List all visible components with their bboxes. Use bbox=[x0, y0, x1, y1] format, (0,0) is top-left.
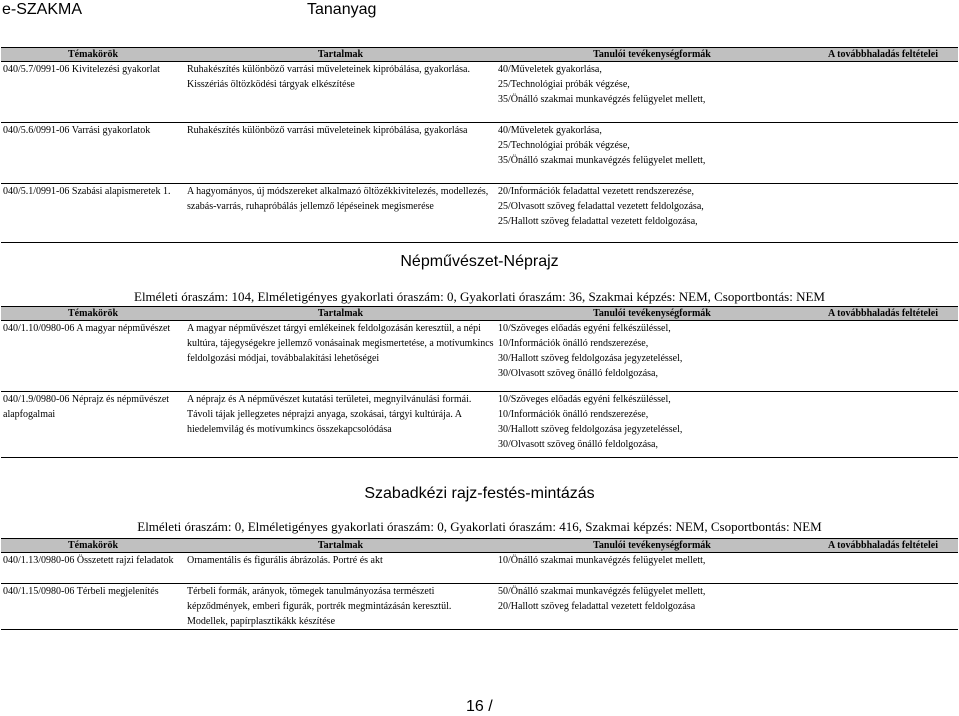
condition-cell bbox=[808, 123, 958, 184]
activities-cell bbox=[496, 392, 808, 458]
content-cell: Ruhakészítés különböző varrási műveleteinek kipróbálása, gyakorlása bbox=[187, 125, 468, 136]
activity-item: 35/Önálló szakmai munkavégzés felügyelet mellett, bbox=[498, 94, 706, 105]
activity-item: 30/Olvasott szöveg önálló feldolgozása, bbox=[498, 368, 658, 379]
page-header bbox=[0, 0, 959, 22]
table-header-row bbox=[1, 539, 958, 553]
table-header-row bbox=[1, 307, 958, 321]
table-row bbox=[1, 123, 958, 184]
col-header-conditions: A továbbhaladás feltételei bbox=[808, 48, 958, 62]
table-row bbox=[1, 392, 958, 458]
table-row bbox=[1, 321, 958, 392]
col-header-contents: Tartalmak bbox=[185, 307, 496, 321]
activity-item: 20/Információk feladattal vezetett rendszerezése, bbox=[498, 186, 695, 197]
condition-cell bbox=[808, 184, 958, 243]
activity-item: 30/Hallott szöveg feldolgozása jegyzeteléssel, bbox=[498, 424, 683, 435]
activity-item: 35/Önálló szakmai munkavégzés felügyelet mellett, bbox=[498, 155, 706, 166]
topic-cell: 040/1.10/0980-06 A magyar népművészet bbox=[3, 323, 171, 334]
topic-cell: 040/5.6/0991-06 Varrási gyakorlatok bbox=[3, 125, 151, 136]
curriculum-table-0 bbox=[1, 47, 958, 243]
condition-cell bbox=[808, 392, 958, 458]
condition-cell bbox=[808, 62, 958, 123]
condition-cell bbox=[808, 584, 958, 630]
col-header-topics: Témakörök bbox=[1, 48, 185, 62]
col-header-activities: Tanulói tevékenységformák bbox=[496, 48, 808, 62]
section-hours-info: Elméleti óraszám: 104, Elméletigényes gyakorlati óraszám: 0, Gyakorlati óraszám: 36, Szakmai képzés: NEM, Csoportbontás: NEM bbox=[134, 289, 825, 304]
table-row bbox=[1, 62, 958, 123]
activity-item: 10/Információk önálló rendszerezése, bbox=[498, 409, 649, 420]
activities-cell bbox=[496, 584, 808, 630]
section-hours-info: Elméleti óraszám: 0, Elméletigényes gyakorlati óraszám: 0, Gyakorlati óraszám: 416, Szakmai képzés: NEM, Csoportbontás: NEM bbox=[137, 519, 822, 534]
topic-cell: 040/5.1/0991-06 Szabási alapismeretek 1. bbox=[3, 186, 171, 197]
activity-item: 40/Műveletek gyakorlása, bbox=[498, 125, 602, 136]
activities-cell bbox=[496, 184, 808, 243]
curriculum-table-2 bbox=[1, 538, 958, 630]
activity-item: 10/Önálló szakmai munkavégzés felügyelet mellett, bbox=[498, 555, 706, 566]
col-header-contents: Tartalmak bbox=[185, 48, 496, 62]
condition-cell bbox=[808, 321, 958, 392]
activity-item: 20/Hallott szöveg feladattal vezetett feldolgozása bbox=[498, 601, 696, 612]
content-cell: Ruhakészítés különböző varrási műveleteinek kipróbálása, gyakorlása. Kisszériás öltözködési tárgyak elkészítése bbox=[187, 64, 470, 90]
topic-cell: 040/1.13/0980-06 Összetett rajzi feladatok bbox=[3, 555, 174, 566]
brand-label: e-SZAKMA bbox=[2, 1, 83, 18]
topic-cell: 040/1.9/0980-06 Néprajz és népművészet alapfogalmai bbox=[3, 394, 170, 420]
activities-cell bbox=[496, 553, 808, 584]
activity-item: 10/Szöveges előadás egyéni felkészüléssel, bbox=[498, 394, 671, 405]
section-title: Népművészet-Néprajz bbox=[400, 253, 559, 270]
col-header-conditions: A továbbhaladás feltételei bbox=[808, 307, 958, 321]
table-row bbox=[1, 584, 958, 630]
col-header-activities: Tanulói tevékenységformák bbox=[496, 307, 808, 321]
content-cell: Térbeli formák, arányok, tömegek tanulmányozása természeti képződmények, emberi figurák, portrék megmintázásán keresztül. Modellek, papírplasztikákk készítése bbox=[187, 586, 452, 627]
activity-item: 25/Olvasott szöveg feladattal vezetett feldolgozása, bbox=[498, 201, 704, 212]
content-cell: A hagyományos, új módszereket alkalmazó öltözékkivitelezés, modellezés, szabás-varrás, ruhapróbálás jellemző lépéseinek megismerése bbox=[187, 186, 489, 212]
col-header-activities: Tanulói tevékenységformák bbox=[496, 539, 808, 553]
topic-cell: 040/5.7/0991-06 Kivitelezési gyakorlat bbox=[3, 64, 160, 75]
col-header-contents: Tartalmak bbox=[185, 539, 496, 553]
activity-item: 25/Hallott szöveg feladattal vezetett feldolgozása, bbox=[498, 216, 698, 227]
section-title: Szabadkézi rajz-festés-mintázás bbox=[364, 485, 595, 502]
page-number: 16 / bbox=[466, 698, 493, 715]
activities-cell bbox=[496, 62, 808, 123]
activity-item: 25/Technológiai próbák végzése, bbox=[498, 79, 630, 90]
col-header-topics: Témakörök bbox=[1, 539, 185, 553]
activity-item: 10/Információk önálló rendszerezése, bbox=[498, 338, 649, 349]
activity-item: 10/Szöveges előadás egyéni felkészüléssel, bbox=[498, 323, 671, 334]
topic-cell: 040/1.15/0980-06 Térbeli megjelenítés bbox=[3, 586, 159, 597]
activity-item: 40/Műveletek gyakorlása, bbox=[498, 64, 602, 75]
content-cell: Ornamentális és figurális ábrázolás. Portré és akt bbox=[187, 555, 383, 566]
activity-item: 50/Önálló szakmai munkavégzés felügyelet mellett, bbox=[498, 586, 706, 597]
col-header-topics: Témakörök bbox=[1, 307, 185, 321]
activities-cell bbox=[496, 123, 808, 184]
table-header-row bbox=[1, 48, 958, 62]
table-row bbox=[1, 184, 958, 243]
activity-item: 30/Hallott szöveg feldolgozása jegyzeteléssel, bbox=[498, 353, 683, 364]
table-row bbox=[1, 553, 958, 584]
content-cell: A magyar népművészet tárgyi emlékeinek feldolgozásán keresztül, a népi kultúra, tájegységekre jellemző vonásainak megismertetése, a motívumkincs feldolgozási módjai, továbbalakítási lehetőségei bbox=[187, 323, 494, 364]
activity-item: 25/Technológiai próbák végzése, bbox=[498, 140, 630, 151]
content-cell: A néprajz és A népművészet kutatási területei, megnyilvánulási formái. Távoli tájak jellegzetes néprajzi anyaga, szokásai, tárgyi kultúrája. A hiedelemvilág és motívumkincs összekapcsolódása bbox=[187, 394, 472, 435]
condition-cell bbox=[808, 553, 958, 584]
curriculum-table-1 bbox=[1, 306, 958, 458]
activities-cell bbox=[496, 321, 808, 392]
col-header-conditions: A továbbhaladás feltételei bbox=[808, 539, 958, 553]
activity-item: 30/Olvasott szöveg önálló feldolgozása, bbox=[498, 439, 658, 450]
document-title: Tananyag bbox=[307, 1, 377, 18]
